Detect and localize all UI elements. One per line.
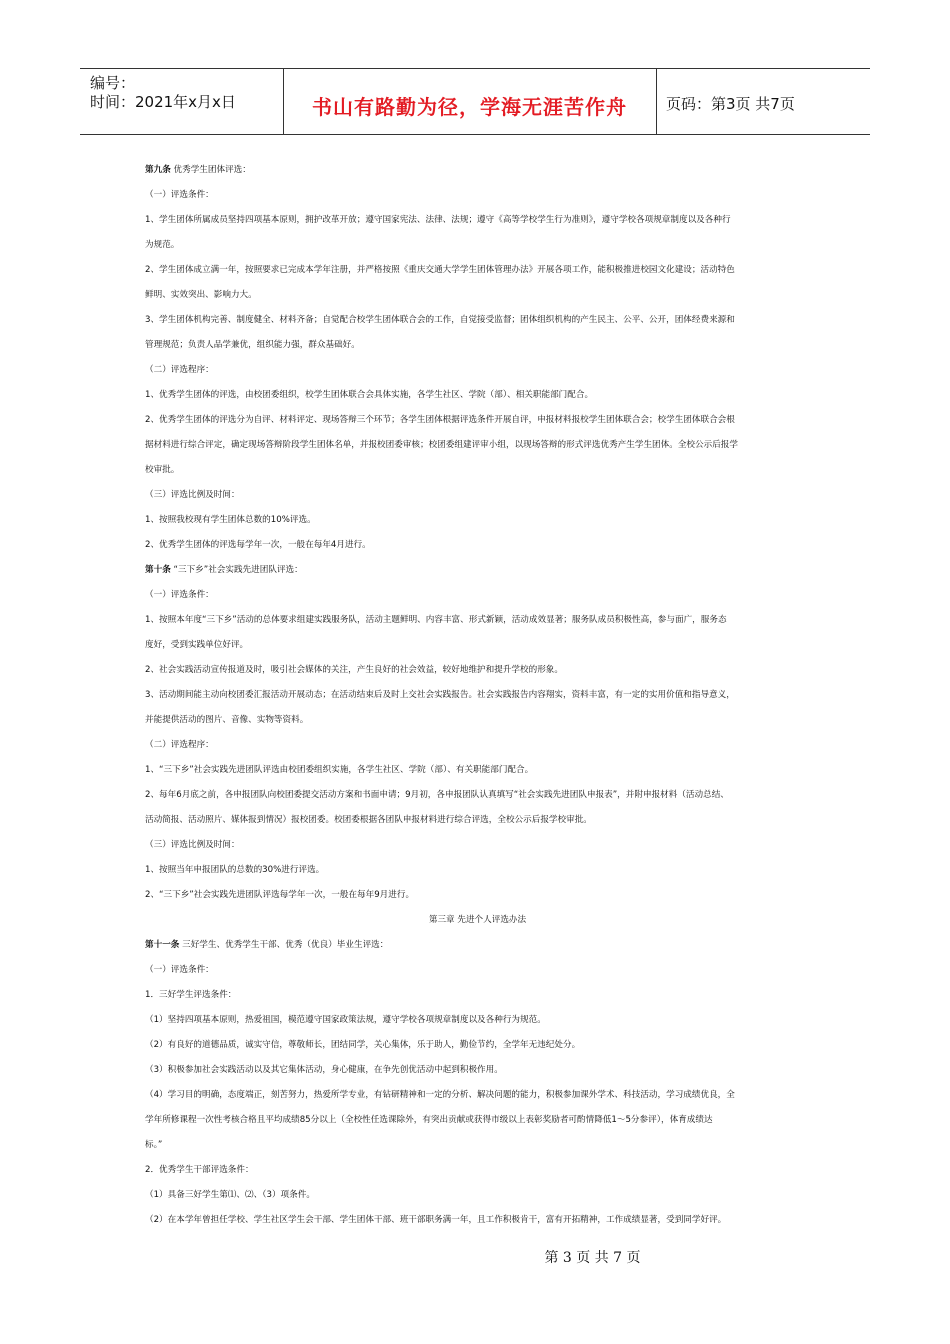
paragraph: （2）在本学年曾担任学校、学生社区学生会干部、学生团体干部、班干部职务满一年，且工作积极肯干，富有开拓精神，工作成绩显著，受到同学好评。 bbox=[145, 1215, 727, 1225]
document-date-label: 时间：2021年x月x日 bbox=[90, 93, 236, 111]
paragraph: （二）评选程序： bbox=[145, 365, 214, 375]
chapter-3-title: 第三章 先进个人评选办法 bbox=[428, 915, 527, 925]
paragraph: 学年所修课程一次性考核合格且平均成绩85分以上（全校性任选课除外，有突出贡献或获得市级以上表彰奖励者可酌情降低1～5分参评），体育成绩达 bbox=[145, 1115, 713, 1125]
paragraph: 为规范。 bbox=[145, 240, 180, 250]
page-header bbox=[80, 68, 870, 135]
header-page-code: 页码：第3页 共7页 bbox=[666, 95, 795, 113]
article-9-title: 优秀学生团体评选： bbox=[170, 165, 251, 175]
paragraph: 管理规范；负责人品学兼优，组织能力强，群众基础好。 bbox=[145, 340, 360, 350]
article-9-heading bbox=[145, 163, 251, 175]
paragraph: （3）积极参加社会实践活动以及其它集体活动，身心健康，在争先创优活动中起到积极作用。 bbox=[145, 1065, 503, 1075]
paragraph: 2、学生团体成立满一年，按照要求已完成本学年注册，并严格按照《重庆交通大学学生团体管理办法》开展各项工作，能积极推进校园文化建设；活动特色 bbox=[145, 265, 735, 275]
article-11-heading bbox=[145, 938, 388, 950]
paragraph: （2）有良好的道德品质，诚实守信，尊敬师长，团结同学，关心集体，乐于助人，勤俭节约，全学年无违纪处分。 bbox=[145, 1040, 581, 1050]
paragraph: 标。” bbox=[145, 1140, 163, 1150]
paragraph: 2、每年6月底之前，各申报团队向校团委提交活动方案和书面申请；9月初，各申报团队认真填写“社会实践先进团队申报表”，并附申报材料（活动总结、 bbox=[145, 790, 729, 800]
paragraph: 2、社会实践活动宣传报道及时，吸引社会媒体的关注，产生良好的社会效益，较好地维护和提升学校的形象。 bbox=[145, 665, 563, 675]
header-middle-cell bbox=[283, 69, 657, 134]
paragraph: （二）评选程序： bbox=[145, 740, 214, 750]
paragraph: （三）评选比例及时间： bbox=[145, 840, 240, 850]
paragraph: （三）评选比例及时间： bbox=[145, 490, 240, 500]
paragraph: 1、学生团体所属成员坚持四项基本原则，拥护改革开放；遵守国家宪法、法律、法规；遵守《高等学校学生行为准则》，遵守学校各项规章制度以及各种行 bbox=[145, 215, 731, 225]
paragraph: 1、按照本年度“三下乡”活动的总体要求组建实践服务队，活动主题鲜明、内容丰富、形式新颖，活动成效显著；服务队成员积极性高，参与面广，服务态 bbox=[145, 615, 727, 625]
paragraph: 活动简报、活动照片、媒体报到情况）报校团委。校团委根据各团队申报材料进行综合评选，全校公示后报学校审批。 bbox=[145, 815, 592, 825]
paragraph: 校审批。 bbox=[145, 465, 180, 475]
paragraph: 3、学生团体机构完善、制度健全、材料齐备；自觉配合校学生团体联合会的工作，自觉接受监督；团体组织机构的产生民主、公平、公开，团体经费来源和 bbox=[145, 315, 735, 325]
paragraph: 1．三好学生评选条件： bbox=[145, 990, 237, 1000]
header-left-cell bbox=[80, 69, 284, 134]
article-10-label: 第十条 bbox=[145, 565, 171, 575]
paragraph: （1）坚持四项基本原则，热爱祖国，模范遵守国家政策法规，遵守学校各项规章制度以及各种行为规范。 bbox=[145, 1015, 546, 1025]
paragraph: （一）评选条件： bbox=[145, 965, 214, 975]
paragraph: （一）评选条件： bbox=[145, 590, 214, 600]
paragraph: 3、活动期间能主动向校团委汇报活动开展动态；在活动结束后及时上交社会实践报告。社会实践报告内容翔实，资料丰富，有一定的实用价值和指导意义， bbox=[145, 690, 735, 700]
article-10-title: “三下乡”社会实践先进团队评选： bbox=[170, 565, 303, 575]
paragraph: （4）学习目的明确，态度端正，刻苦努力，热爱所学专业，有钻研精神和一定的分析、解决问题的能力，积极参加课外学术、科技活动，学习成绩优良，全 bbox=[145, 1090, 735, 1100]
paragraph: 据材料进行综合评定，确定现场答辩阶段学生团体名单，并报校团委审核；校团委组建评审小组，以现场答辩的形式评选优秀产生学生团体。全校公示后报学 bbox=[145, 440, 738, 450]
article-11-title: 三好学生、优秀学生干部、优秀（优良）毕业生评选： bbox=[179, 940, 389, 950]
article-10-heading bbox=[145, 563, 303, 575]
document-number-label: 编号： bbox=[90, 74, 136, 92]
paragraph: 并能提供活动的图片、音像、实物等资料。 bbox=[145, 715, 309, 725]
paragraph: 2、优秀学生团体的评选分为自评、材料评定、现场答辩三个环节；各学生团体根据评选条件开展自评，申报材料报校学生团体联合会；校学生团体联合会根 bbox=[145, 415, 735, 425]
paragraph: 1、“三下乡”社会实践先进团队评选由校团委组织实施，各学生社区、学院（部）、有关职能部门配合。 bbox=[145, 765, 534, 775]
article-11-label: 第十一条 bbox=[145, 940, 180, 950]
paragraph: 1、按照当年申报团队的总数的30%进行评选。 bbox=[145, 865, 325, 875]
article-9-label: 第九条 bbox=[145, 165, 171, 175]
page-footer: 第 3 页 共 7 页 bbox=[544, 1250, 641, 1266]
paragraph: 1、按照我校现有学生团体总数的10%评选。 bbox=[145, 515, 316, 525]
paragraph: 1、优秀学生团体的评选，由校团委组织，校学生团体联合会具体实施，各学生社区、学院（部）、相关职能部门配合。 bbox=[145, 390, 594, 400]
paragraph: 2、优秀学生团体的评选每学年一次，一般在每年4月进行。 bbox=[145, 540, 371, 550]
paragraph: 度好，受到实践单位好评。 bbox=[145, 640, 249, 650]
header-right-cell bbox=[656, 69, 870, 134]
paragraph: （一）评选条件： bbox=[145, 190, 214, 200]
paragraph: 鲜明、实效突出、影响力大。 bbox=[145, 290, 257, 300]
paragraph: （1）具备三好学生第⑴、⑵、（3）项条件。 bbox=[145, 1190, 315, 1200]
header-motto: 书山有路勤为径，学海无涯苦作舟 bbox=[312, 95, 627, 119]
paragraph: 2、“三下乡”社会实践先进团队评选每学年一次，一般在每年9月进行。 bbox=[145, 890, 415, 900]
paragraph: 2．优秀学生干部评选条件： bbox=[145, 1165, 254, 1175]
